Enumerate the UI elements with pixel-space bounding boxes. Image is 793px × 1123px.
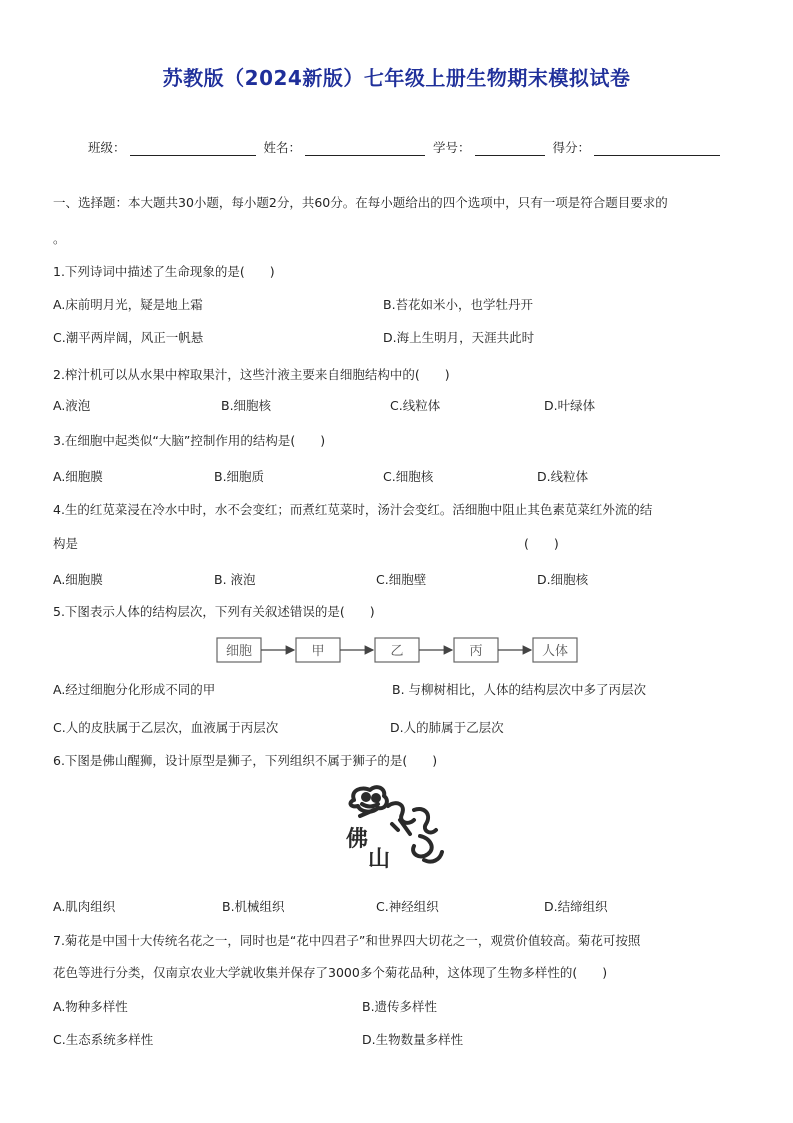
q4-option-d[interactable]: D.细胞核	[537, 572, 589, 587]
structure-level-diagram	[216, 636, 578, 664]
q5-option-b[interactable]: B. 与柳树相比，人体的结构层次中多了丙层次	[392, 682, 647, 697]
q7-option-c[interactable]: C.生态系统多样性	[53, 1032, 154, 1047]
q2-option-a[interactable]: A.液泡	[53, 398, 91, 413]
score-blank[interactable]	[594, 141, 720, 156]
question-7-stem-line2: 花色等进行分类，仅南京农业大学就收集并保存了3000多个菊花品种，这体现了生物多样性的( )	[53, 965, 608, 980]
question-3-stem: 3.在细胞中起类似“大脑”控制作用的结构是( )	[53, 433, 326, 448]
diagram-label-bing: 丙	[469, 644, 483, 659]
class-blank[interactable]	[130, 141, 256, 156]
q4-option-c[interactable]: C.细胞壁	[376, 572, 427, 587]
number-label: 学号：	[433, 140, 471, 155]
q3-option-a[interactable]: A.细胞膜	[53, 469, 103, 484]
q4-option-a[interactable]: A.细胞膜	[53, 572, 103, 587]
q7-option-d[interactable]: D.生物数量多样性	[362, 1032, 464, 1047]
q5-option-a[interactable]: A.经过细胞分化形成不同的甲	[53, 682, 216, 697]
question-7-stem-line1: 7.菊花是中国十大传统名花之一，同时也是“花中四君子”和世界四大切花之一，观赏价值较高。菊花可按照	[53, 933, 641, 948]
question-4-stem-line1: 4.生的红苋菜浸在冷水中时，水不会变红；而煮红苋菜时，汤汁会变红。活细胞中阻止其色素苋菜红外流的结	[53, 502, 653, 517]
diagram-label-cell: 细胞	[225, 644, 253, 659]
q3-option-b[interactable]: B.细胞质	[214, 469, 265, 484]
q3-option-c[interactable]: C.细胞核	[383, 469, 434, 484]
q6-option-d[interactable]: D.结缔组织	[544, 899, 608, 914]
question-2-stem: 2.榨汁机可以从水果中榨取果汁，这些汁液主要来自细胞结构中的( )	[53, 367, 450, 382]
student-info-row	[88, 138, 728, 156]
page-title: 苏教版（2024新版）七年级上册生物期末模拟试卷	[162, 66, 631, 90]
q1-option-d[interactable]: D.海上生明月，天涯共此时	[383, 330, 535, 345]
question-1-stem: 1.下列诗词中描述了生命现象的是( )	[53, 264, 275, 279]
diagram-label-body: 人体	[541, 644, 569, 659]
q1-option-c[interactable]: C.潮平两岸阔，风正一帆悬	[53, 330, 204, 345]
q3-option-d[interactable]: D.线粒体	[537, 469, 589, 484]
q1-option-a[interactable]: A.床前明月光，疑是地上霜	[53, 297, 203, 312]
q5-option-d[interactable]: D.人的肺属于乙层次	[390, 720, 504, 735]
diagram-label-yi: 乙	[390, 644, 404, 659]
q4-option-b[interactable]: B. 液泡	[214, 572, 256, 587]
name-label: 姓名：	[263, 140, 302, 155]
number-blank[interactable]	[475, 141, 545, 156]
lion-char-fo: 佛	[346, 827, 369, 852]
q2-option-b[interactable]: B.细胞核	[221, 398, 272, 413]
score-label: 得分：	[552, 140, 591, 155]
q2-option-c[interactable]: C.线粒体	[390, 398, 441, 413]
name-blank[interactable]	[305, 141, 425, 156]
lion-char-shan: 山	[368, 847, 391, 872]
question-4-answer-paren: ( )	[524, 536, 559, 551]
q7-option-b[interactable]: B.遗传多样性	[362, 999, 438, 1014]
foshan-lion-image	[340, 780, 452, 876]
q6-option-b[interactable]: B.机械组织	[222, 899, 285, 914]
q5-option-c[interactable]: C.人的皮肤属于乙层次，血液属于丙层次	[53, 720, 279, 735]
diagram-label-jia: 甲	[311, 644, 325, 659]
question-4-stem-line2: 构是	[53, 536, 79, 551]
question-6-stem: 6.下图是佛山醒狮，设计原型是狮子，下列组织不属于狮子的是( )	[53, 753, 438, 768]
section-heading-end: 。	[53, 231, 66, 246]
section-heading: 一、选择题：本大题共30小题，每小题2分，共60分。在每小题给出的四个选项中，只有一项是符合题目要求的	[53, 195, 668, 210]
q1-option-b[interactable]: B.苔花如米小，也学牡丹开	[383, 297, 534, 312]
q2-option-d[interactable]: D.叶绿体	[544, 398, 596, 413]
class-label: 班级：	[88, 140, 126, 155]
q6-option-a[interactable]: A.肌肉组织	[53, 899, 116, 914]
q6-option-c[interactable]: C.神经组织	[376, 899, 439, 914]
question-5-stem: 5.下图表示人体的结构层次，下列有关叙述错误的是( )	[53, 604, 375, 619]
q7-option-a[interactable]: A.物种多样性	[53, 999, 128, 1014]
